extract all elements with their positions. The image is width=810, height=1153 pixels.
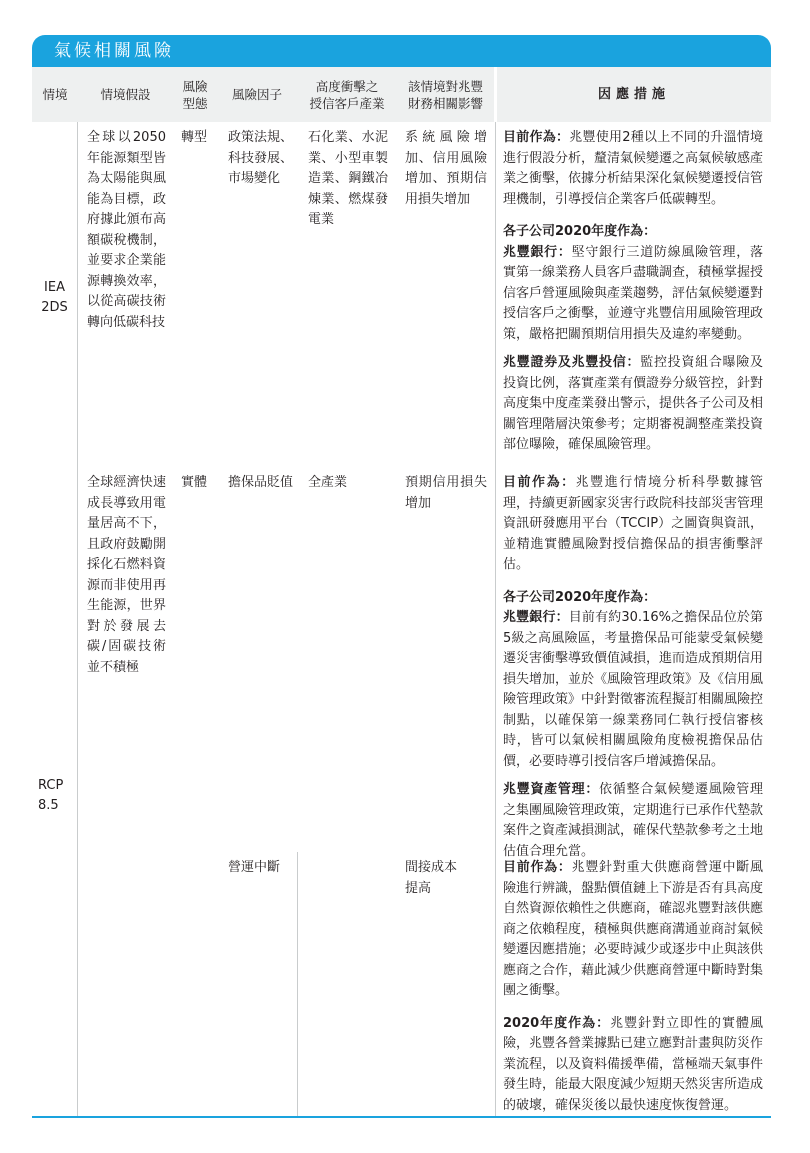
measure-label: 目前作為： bbox=[503, 475, 576, 490]
column-divider bbox=[297, 852, 298, 1116]
assumption-iea: 全球以2050年能源類型皆為太陽能與風能為目標，政府據此頒布高額碳稅機制，並要求企業能源轉換效率，以從高碳技術轉向低碳科技 bbox=[87, 130, 166, 330]
measure-paragraph bbox=[503, 222, 763, 345]
risk-factor-iea: 政策法規、科技發展、市場變化 bbox=[228, 130, 294, 186]
column-divider bbox=[495, 122, 496, 1116]
measure-paragraph bbox=[503, 473, 763, 576]
impact-rcp-collateral: 預期信用損失增加 bbox=[405, 475, 487, 511]
measure-heading: 各子公司2020年度作為： bbox=[503, 224, 657, 239]
measure-text: 依循整合氣候變遷風險管理之集團風險管理政策，定期進行已承作代墊款案件之資產減損測試，確保代墊款參考之土地估值合理允當。 bbox=[503, 782, 764, 859]
assumption-rcp: 全球經濟快速成長導致用電量居高不下，且政府鼓勵開採化石燃料資源而非使用再生能源，世界對於發展去碳/固碳技術並不積極 bbox=[87, 475, 166, 675]
column-divider bbox=[77, 122, 78, 1116]
measure-text: 兆豐使用2種以上不同的升溫情境進行假設分析，釐清氣候變遷之高氣候敏感產業之衝擊，依據分析結果深化氣候變遷授信管理機制，引導授信企業客戶低碳轉型。 bbox=[503, 130, 764, 207]
measures-iea bbox=[503, 128, 763, 468]
industry-rcp: 全產業 bbox=[308, 475, 348, 490]
industry-iea: 石化業、水泥業、小型車製造業、鋼鐵冶煉業、燃煤發電業 bbox=[308, 130, 388, 227]
measure-text: 監控投資組合曝險及投資比例，落實產業有價證券分級管控，針對高度集中度產業發出警示，提供各子公司及相關管理階層決策參考；定期審視調整產業投資部位曝險，確保風險管理。 bbox=[503, 355, 764, 452]
measure-paragraph bbox=[503, 858, 763, 1002]
risk-factor-collateral: 擔保品貶值 bbox=[228, 475, 294, 490]
table-bottom-rule bbox=[32, 1116, 771, 1118]
measure-text: 目前有約30.16%之擔保品位於第5級之高風險區，考量擔保品可能蒙受氣候變遷災害衝擊導致價值減損，進而造成預期信用損失增加，並於《風險管理政策》及《信用風險管理政策》中針對徵審流程擬訂相關風險控制點，以確保第一線業務同仁執行授信審核時，皆可以氣候相關風險角度檢視擔保品估價，必要時導引授信客戶增減擔保品。 bbox=[503, 610, 764, 769]
measure-paragraph bbox=[503, 588, 763, 773]
impact-rcp-disruption: 間接成本提高 bbox=[405, 860, 458, 896]
measure-label: 兆豐證券及兆豐投信： bbox=[503, 355, 641, 370]
measures-rcp-collateral bbox=[503, 473, 763, 874]
header-measures: 因應措施 bbox=[597, 87, 670, 102]
measure-text: 兆豐針對立即性的實體風險，兆豐各營業據點已建立應對計畫與防災作業流程，以及資料備援準備，當極端天氣事件發生時，能最大限度減少短期天然災害所造成的破壞，確保災後以最快速度恢復營運。 bbox=[503, 1015, 764, 1113]
header-industry: 高度衝擊之 授信客戶產業 bbox=[309, 78, 385, 111]
measure-heading: 各子公司2020年度作為： bbox=[503, 589, 657, 605]
measure-label: 兆豐銀行： bbox=[503, 244, 572, 260]
measure-paragraph bbox=[503, 353, 763, 456]
header-risk-type: 風險 型態 bbox=[182, 78, 208, 111]
measure-paragraph bbox=[503, 128, 763, 210]
header-assumption: 情境假設 bbox=[100, 87, 151, 102]
scenario-iea-2ds: IEA 2DS bbox=[41, 280, 68, 315]
measure-label: 目前作為： bbox=[503, 130, 570, 145]
header-scenario: 情境 bbox=[42, 87, 68, 102]
measure-paragraph bbox=[503, 1014, 763, 1117]
risk-type-transition: 轉型 bbox=[181, 130, 208, 145]
scenario-rcp-8-5: RCP 8.5 bbox=[38, 778, 64, 813]
risk-factor-disruption: 營運中斷 bbox=[228, 860, 281, 875]
measure-paragraph bbox=[503, 780, 763, 862]
measures-rcp-disruption bbox=[503, 858, 763, 1128]
measure-text: 兆豐進行情境分析科學數據管理，持續更新國家災害行政院科技部災害管理資訊研發應用平台（TCCIP）之圖資與資訊，並精進實體風險對授信擔保品的損害衝擊評估。 bbox=[503, 475, 764, 572]
measure-text: 堅守銀行三道防線風險管理，落實第一線業務人員客戶盡職調查，積極掌握授信客戶營運風險與產業趨勢，評估氣候變遷對授信客戶之衝擊，並遵守兆豐信用風險管理政策，嚴格把關預期信用損失及違約率變動。 bbox=[503, 244, 764, 342]
header-impact: 該情境對兆豐 財務相關影響 bbox=[407, 78, 483, 111]
measure-label: 目前作為： bbox=[503, 860, 572, 875]
section-title: 氣候相關風險 bbox=[32, 35, 771, 67]
measure-label: 兆豐資產管理： bbox=[503, 782, 600, 797]
risk-type-physical: 實體 bbox=[181, 475, 208, 490]
impact-iea: 系統風險增加、信用風險增加、預期信用損失增加 bbox=[405, 130, 487, 207]
measure-text: 兆豐針對重大供應商營運中斷風險進行辨識，盤點價值鏈上下游是否有具高度自然資源依賴性之供應商，確認兆豐對該供應商之依賴程度，積極與供應商溝通並商討氣候變遷因應措施；必要時減少或逐步中止與該供應商之合作，藉此減少供應商營運中斷時對集團之衝擊。 bbox=[503, 860, 764, 998]
measure-label: 2020年度作為： bbox=[503, 1015, 611, 1031]
measure-label: 兆豐銀行： bbox=[503, 610, 569, 625]
header-risk-factor: 風險因子 bbox=[231, 87, 282, 102]
